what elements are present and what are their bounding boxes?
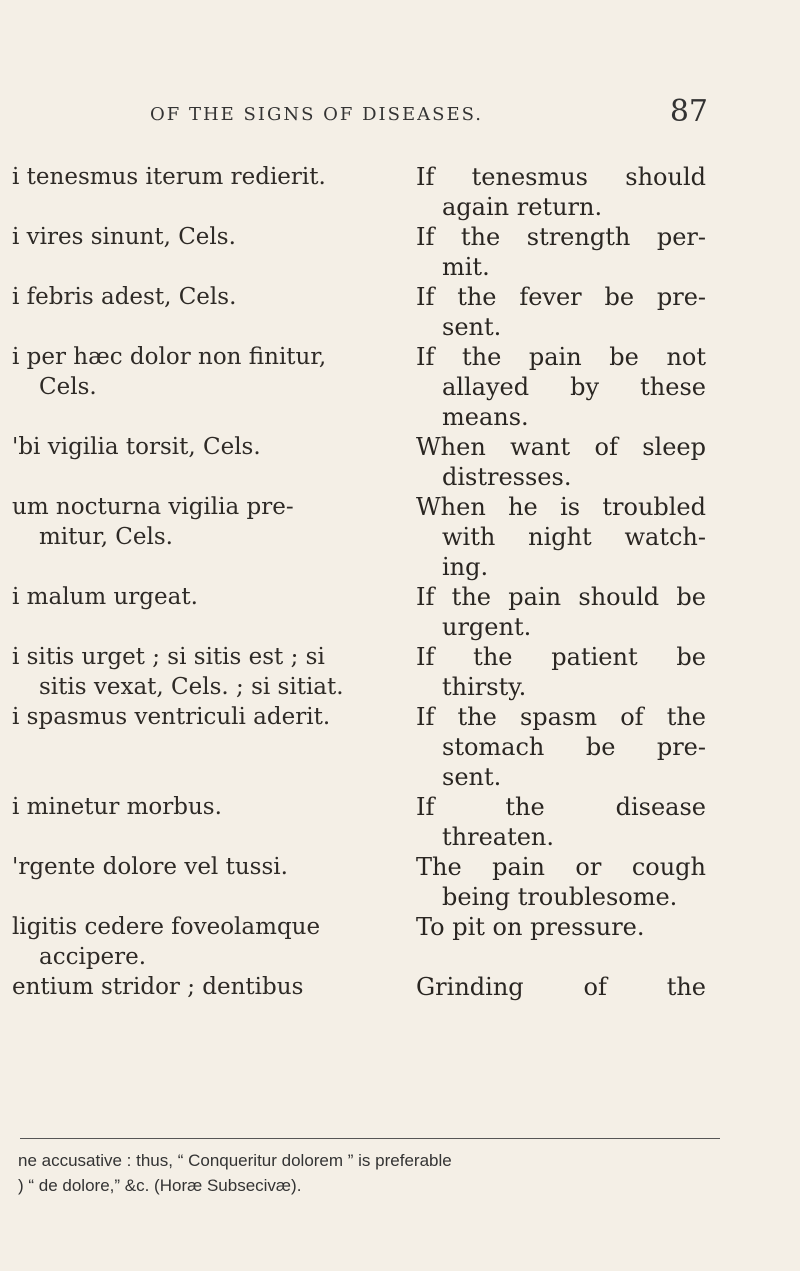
english-line: mit. [442,253,490,281]
footnote [18,1148,738,1198]
page-number: 87 [669,94,708,129]
english-line: If tenesmus should [416,163,706,191]
latin-line: Cels. [39,374,97,400]
latin-phrase [0,342,400,402]
latin-phrase [0,792,400,822]
english-line: urgent. [442,613,532,641]
latin-line: i febris adest, Cels. [12,284,237,310]
english-translation [416,282,716,342]
english-line: distresses. [442,463,572,491]
latin-line: 'bi vigilia torsit, Cels. [12,434,261,460]
english-line: If the disease [416,793,706,821]
english-line: If the fever be pre- [416,283,706,311]
footnote-line: ) “ de dolore,” &c. (Horæ Subsecivæ). [18,1176,302,1195]
running-title: OF THE SIGNS OF DISEASES. [150,104,484,125]
latin-line: entium stridor ; dentibus [12,974,304,1000]
latin-phrase [0,582,400,612]
latin-phrase [0,222,400,252]
latin-phrase [0,432,400,462]
english-line: again return. [442,193,603,221]
english-line: If the patient be [416,643,706,671]
english-line: ing. [442,553,489,581]
english-line: The pain or cough [416,853,706,881]
page-header [0,94,800,144]
latin-phrase [0,282,400,312]
english-line: threaten. [442,823,555,851]
latin-phrase [0,162,400,192]
english-translation [416,912,716,942]
english-line: sent. [442,313,502,341]
english-translation [416,972,716,1002]
english-line: When he is troubled [416,493,706,521]
english-line: If the strength per- [416,223,706,251]
latin-phrase [0,972,400,1002]
latin-line: accipere. [39,944,147,970]
footnote-line: ne accusative : thus, “ Conqueritur dolorem ” is preferable [18,1151,452,1170]
english-line: sent. [442,763,502,791]
english-translation [416,342,716,432]
english-line: thirsty. [442,673,527,701]
latin-phrase [0,492,400,552]
latin-line: i per hæc dolor non finitur, [12,344,327,370]
english-line: being troublesome. [442,883,678,911]
english-line: stomach be pre- [442,733,706,761]
latin-line: i vires sinunt, Cels. [12,224,236,250]
english-translation [416,162,716,222]
latin-line: sitis vexat, Cels. ; si sitiat. [39,674,344,700]
latin-line: i sitis urget ; si sitis est ; si [12,644,325,670]
latin-line: i tenesmus iterum redierit. [12,164,326,190]
english-line: means. [442,403,529,431]
english-translation [416,492,716,582]
english-translation [416,642,716,702]
english-line: If the pain be not [416,343,706,371]
english-line: To pit on pressure. [416,913,645,941]
latin-line: i spasmus ventriculi aderit. [12,704,331,730]
english-line: allayed by these [442,373,706,401]
english-translation [416,582,716,642]
latin-phrase [0,912,400,972]
english-line: If the pain should be [416,583,706,611]
latin-line: ligitis cedere foveolamque [12,914,321,940]
latin-phrase [0,642,400,702]
english-line: If the spasm of the [416,703,706,731]
english-translation [416,222,716,282]
english-translation [416,852,716,912]
latin-line: i minetur morbus. [12,794,222,820]
english-translation [416,702,716,792]
english-translation [416,792,716,852]
latin-line: mitur, Cels. [39,524,173,550]
footnote-divider [20,1138,720,1139]
latin-line: 'rgente dolore vel tussi. [12,854,288,880]
english-line: Grinding of the [416,973,706,1001]
latin-line: i malum urgeat. [12,584,198,610]
english-line: with night watch- [442,523,706,551]
latin-phrase [0,702,400,732]
english-translation [416,432,716,492]
latin-phrase [0,852,400,882]
english-line: When want of sleep [416,433,706,461]
latin-line: um nocturna vigilia pre- [12,494,294,520]
